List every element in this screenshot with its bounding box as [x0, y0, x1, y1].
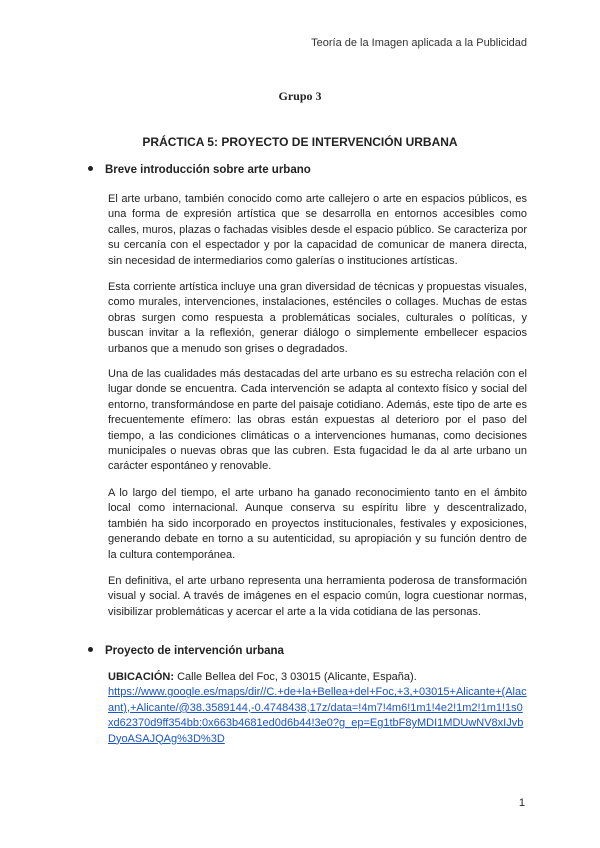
section-heading-intro — [88, 164, 311, 176]
group-label: Grupo 3 — [278, 89, 322, 103]
location-block — [108, 670, 528, 747]
section-heading-text: Proyecto de intervención urbana — [105, 645, 284, 657]
intro-paragraph-2: Esta corriente artística incluye una gran diversidad de técnicas y propuestas visuales, como murales, intervenciones, instalaciones, esténciles o collages. Muchas de estas obras surgen como respuesta a problemáticas sociales, culturales o políticas, y buscan invitar a la reflexión, generar diálogo o simplemente embellecer espacios urbanos que a menudo son grises o degradados. — [108, 281, 527, 355]
section-heading-text: Breve introducción sobre arte urbano — [105, 164, 311, 176]
intro-paragraph-5: En definitiva, el arte urbano representa una herramienta poderosa de transformación visual y social. A través de imágenes en el espacio común, logra cuestionar normas, visibilizar problemáticas y acercar el arte a la vida cotidiana de las personas. — [108, 575, 527, 618]
page-number: 1 — [518, 797, 525, 809]
intro-paragraph-1: El arte urbano, también conocido como arte callejero o arte en espacios públicos, es una forma de expresión artística que se desarrolla en entornos accesibles como calles, muros, plazas o fachadas visibles desde el espacio público. Se caracteriza por su cercanía con el espectador y por la capacidad de comunicar de manera directa, sin necesidad de intermediarios como galerías o instituciones artísticas. — [108, 193, 527, 267]
section-heading-project — [88, 645, 284, 657]
location-address: Calle Bellea del Foc, 3 03015 (Alicante, España). — [177, 671, 417, 683]
document-title: PRÁCTICA 5: PROYECTO DE INTERVENCIÓN URBANA — [142, 135, 458, 149]
intro-paragraph-3: Una de las cualidades más destacadas del arte urbano es su estrecha relación con el lugar donde se encuentra. Cada intervención se adapta al contexto físico y social del entorno, transformándose en parte del paisaje cotidiano. Además, este tipo de arte es frecuentemente efímero: las obras están expuestas al deterioro por el paso del tiempo, a las condiciones climáticas o a intervenciones humanas, como decisiones municipales o nuevas obras que las cubren. Esta fugacidad le da al arte urbano un carácter espontáneo y renovable. — [108, 368, 527, 473]
location-map-link[interactable]: https://www.google.es/maps/dir//C.+de+la+Bellea+del+Foc,+3,+03015+Alicante+(Alacant),+Alicante/@38.3589144,-0.4748438,17z/data=!4m7!4m6!1m1!4e2!1m2!1m1!1s0xd62370d9ff354bb:0x663b4681ed0d6b44!3e0?g_ep=Eg1tbF8yMDI1MDUwNV8xIJvbDyoASAJQAg%3D%3D — [108, 686, 527, 745]
running-header: Teoría de la Imagen aplicada a la Publicidad — [311, 37, 527, 49]
intro-paragraph-4: A lo largo del tiempo, el arte urbano ha ganado reconocimiento tanto en el ámbito local como internacional. Aunque conserva su espíritu libre y descentralizado, también ha sido incorporado en proyectos institucionales, festivales y exposiciones, generando debate en torno a su autenticidad, su apropiación y su función dentro de la cultura contemporánea. — [108, 487, 527, 561]
location-label: UBICACIÓN: — [108, 671, 174, 683]
bullet-icon — [88, 647, 93, 652]
bullet-icon — [88, 166, 93, 171]
